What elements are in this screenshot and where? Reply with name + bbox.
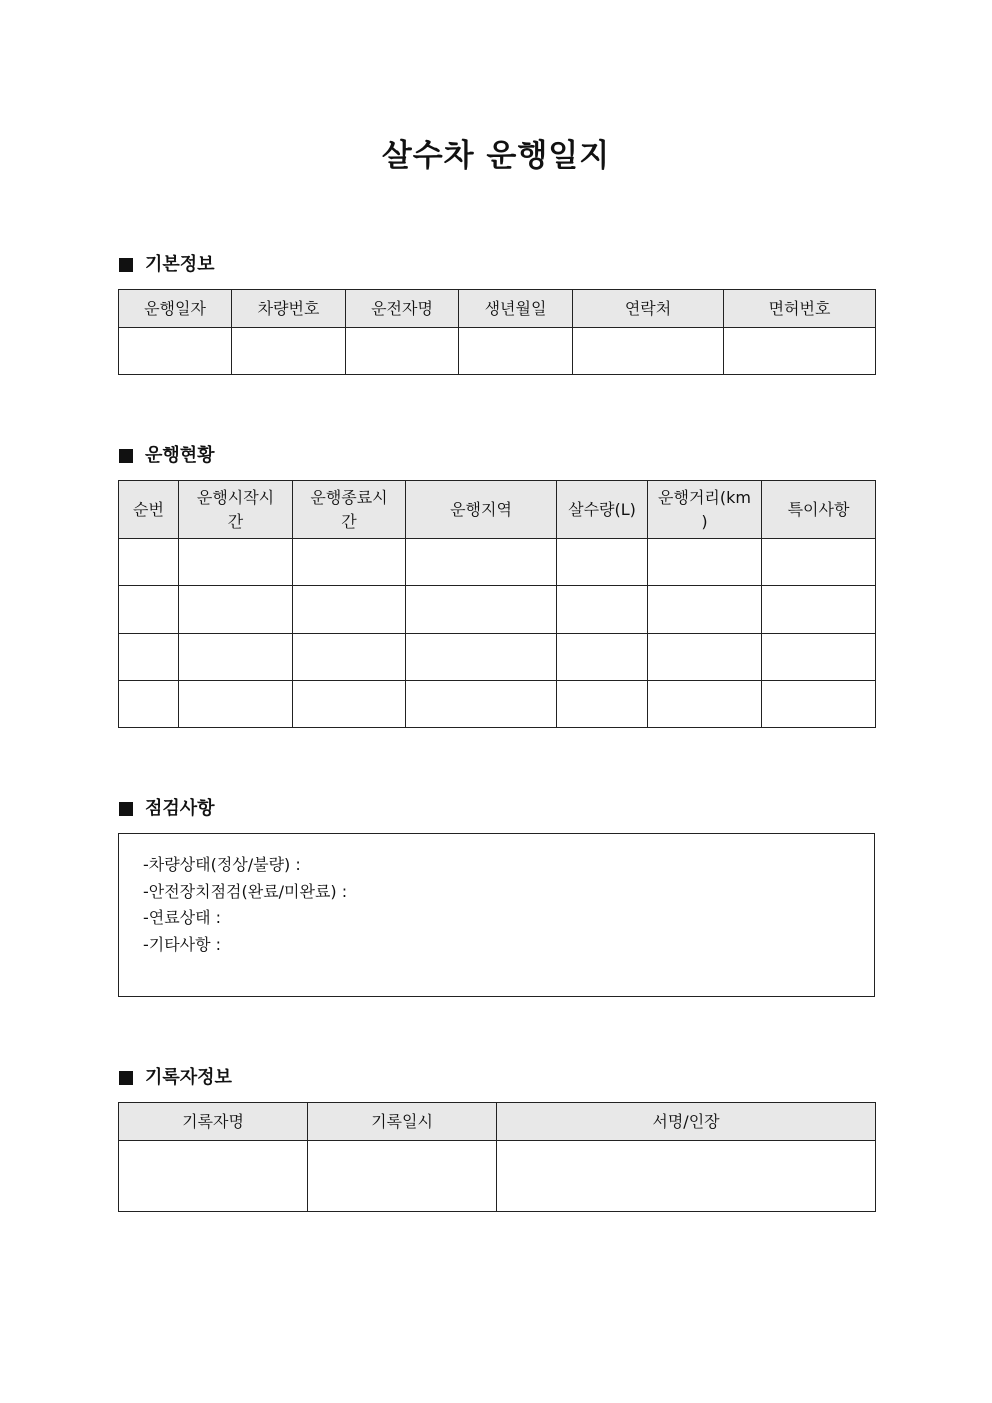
input-cell[interactable]	[648, 586, 762, 634]
input-cell[interactable]	[406, 586, 557, 634]
input-cell[interactable]	[648, 681, 762, 728]
column-header: 순번	[119, 481, 179, 539]
table-row	[119, 328, 876, 375]
square-bullet-icon	[119, 258, 133, 272]
column-header: 운전자명	[346, 290, 459, 328]
square-bullet-icon	[119, 449, 133, 463]
column-header: 기록일시	[308, 1103, 497, 1141]
square-bullet-icon	[119, 802, 133, 816]
input-cell[interactable]	[119, 328, 232, 375]
column-header: 면허번호	[724, 290, 876, 328]
input-cell[interactable]	[648, 539, 762, 586]
input-cell[interactable]	[346, 328, 459, 375]
input-cell[interactable]	[648, 634, 762, 681]
section-heading-label: 기록자정보	[145, 1067, 232, 1088]
table-header-row	[119, 481, 876, 539]
section-heading-label: 운행현황	[145, 445, 215, 466]
input-cell[interactable]	[557, 586, 648, 634]
section-heading-operation	[119, 444, 215, 468]
inspection-line-other: -기타사항 :	[143, 935, 222, 954]
basic-info-table	[118, 289, 876, 375]
column-header: 운행종료시 간	[293, 481, 406, 539]
input-cell[interactable]	[293, 681, 406, 728]
input-cell[interactable]	[232, 328, 346, 375]
table-row	[119, 1141, 876, 1212]
column-header: 운행시작시 간	[179, 481, 293, 539]
column-header: 운행거리(km )	[648, 481, 762, 539]
column-header: 생년월일	[459, 290, 573, 328]
input-cell[interactable]	[406, 634, 557, 681]
input-cell[interactable]	[724, 328, 876, 375]
input-cell[interactable]	[406, 539, 557, 586]
table-row	[119, 681, 876, 728]
input-cell[interactable]	[459, 328, 573, 375]
input-cell[interactable]	[179, 539, 293, 586]
input-cell[interactable]	[179, 681, 293, 728]
input-cell[interactable]	[119, 1141, 308, 1212]
input-cell[interactable]	[762, 634, 876, 681]
inspection-box	[118, 833, 875, 997]
document-title: 살수차 운행일지	[381, 138, 611, 174]
input-cell[interactable]	[119, 539, 179, 586]
input-cell[interactable]	[573, 328, 724, 375]
section-heading-label: 기본정보	[145, 254, 215, 275]
column-header: 운행일자	[119, 290, 232, 328]
input-cell[interactable]	[179, 586, 293, 634]
inspection-line-fuel-status: -연료상태 :	[143, 908, 222, 927]
input-cell[interactable]	[293, 539, 406, 586]
column-header: 특이사항	[762, 481, 876, 539]
table-row	[119, 634, 876, 681]
column-header: 차량번호	[232, 290, 346, 328]
square-bullet-icon	[119, 1071, 133, 1085]
column-header: 서명/인장	[497, 1103, 876, 1141]
column-header: 살수량(L)	[557, 481, 648, 539]
signature-cell[interactable]	[497, 1141, 876, 1212]
input-cell[interactable]	[557, 634, 648, 681]
inspection-line-safety-check: -안전장치점검(완료/미완료) :	[143, 882, 348, 901]
section-heading-label: 점검사항	[145, 798, 215, 819]
input-cell[interactable]	[119, 634, 179, 681]
input-cell[interactable]	[762, 586, 876, 634]
column-header: 기록자명	[119, 1103, 308, 1141]
input-cell[interactable]	[308, 1141, 497, 1212]
inspection-line-vehicle-status: -차량상태(정상/불량) :	[143, 855, 301, 874]
input-cell[interactable]	[762, 539, 876, 586]
column-header: 연락처	[573, 290, 724, 328]
input-cell[interactable]	[406, 681, 557, 728]
table-row	[119, 539, 876, 586]
recorder-table	[118, 1102, 876, 1212]
section-heading-inspection	[119, 797, 215, 821]
input-cell[interactable]	[557, 539, 648, 586]
input-cell[interactable]	[179, 634, 293, 681]
input-cell[interactable]	[293, 634, 406, 681]
table-header-row	[119, 1103, 876, 1141]
input-cell[interactable]	[119, 681, 179, 728]
column-header: 운행지역	[406, 481, 557, 539]
operation-table	[118, 480, 876, 728]
table-row	[119, 586, 876, 634]
input-cell[interactable]	[557, 681, 648, 728]
section-heading-basic-info	[119, 253, 215, 277]
input-cell[interactable]	[293, 586, 406, 634]
input-cell[interactable]	[119, 586, 179, 634]
section-heading-recorder	[119, 1066, 232, 1090]
input-cell[interactable]	[762, 681, 876, 728]
table-header-row	[119, 290, 876, 328]
